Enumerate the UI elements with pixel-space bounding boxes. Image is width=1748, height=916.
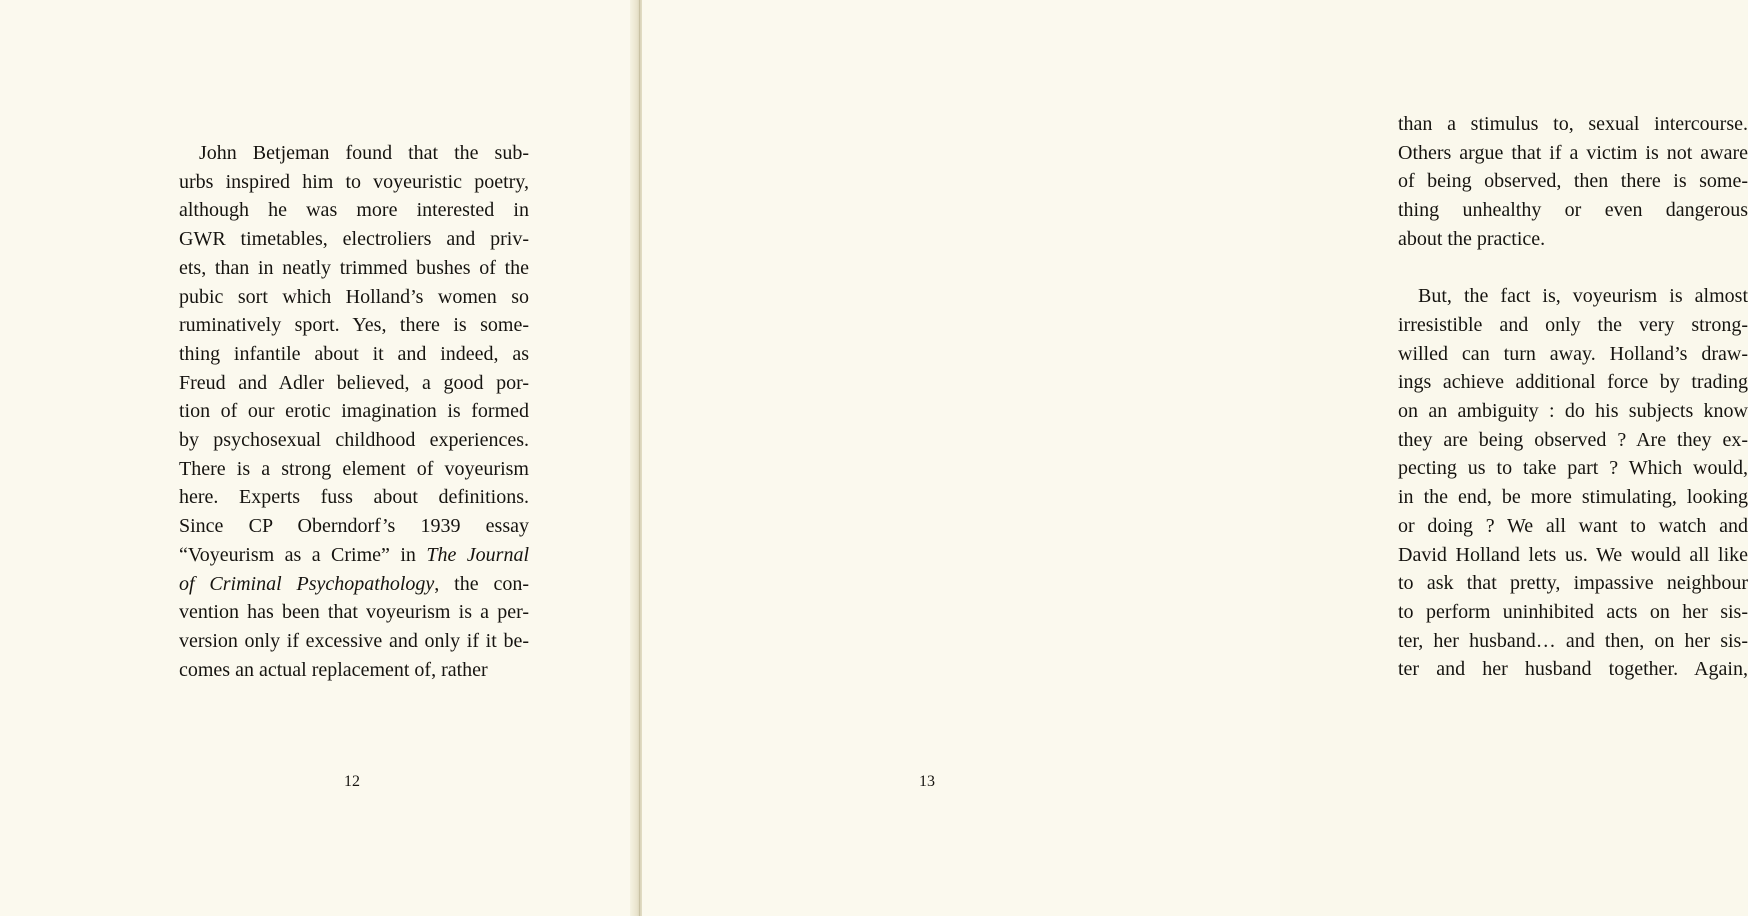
text-line: GWR timetables, electroliers and priv-: [179, 228, 529, 251]
text-line: about the practice.: [1398, 227, 1546, 250]
text-line: ruminatively sport. Yes, there is some-: [179, 314, 529, 337]
text-line-with-title: [179, 541, 529, 570]
text-line: they are being observed ? Are they ex-: [1398, 428, 1748, 451]
text-line: vention has been that voyeurism is a per-: [179, 601, 529, 624]
text-line: than a stimulus to, sexual intercourse.: [1398, 113, 1748, 135]
right-page-body: [1398, 110, 1748, 684]
text-line: willed can turn away. Holland’s draw-: [1398, 342, 1748, 365]
page-number: 12: [344, 773, 360, 790]
text-run: , the con-: [434, 572, 529, 595]
text-line: Freud and Adler believed, a good por-: [179, 371, 529, 394]
text-line: to ask that pretty, impassive neighbour: [1398, 572, 1748, 595]
text-line: thing unhealthy or even dangerous: [1398, 199, 1748, 222]
text-line: by psychosexual childhood experiences.: [179, 429, 529, 452]
text-line: of being observed, then there is some-: [1398, 170, 1748, 193]
text-run: “Voyeurism as a Crime” in: [179, 543, 427, 566]
text-line: John Betjeman found that the sub-: [179, 142, 529, 164]
text-line: tion of our erotic imagination is formed: [179, 400, 529, 423]
text-line: ter and her husband together. Again,: [1398, 658, 1748, 681]
text-line: thing infantile about it and indeed, as: [179, 342, 529, 365]
text-line: or doing ? We all want to watch and: [1398, 514, 1748, 537]
journal-title-italic: The Journal: [426, 543, 530, 566]
text-line: irresistible and only the very strong-: [1398, 313, 1748, 336]
text-line: ter, her husband… and then, on her sis-: [1398, 629, 1748, 652]
text-line: David Holland lets us. We would all like: [1398, 543, 1748, 566]
gutter-fold: [639, 0, 640, 916]
text-line: in the end, be more stimulating, looking: [1398, 486, 1748, 509]
text-line: But, the fact is, voyeurism is almost: [1398, 285, 1748, 308]
text-line: ings achieve additional force by trading: [1398, 371, 1748, 394]
left-page: [0, 0, 638, 916]
text-line: here. Experts fuss about definitions.: [179, 486, 529, 509]
text-line: Others argue that if a victim is not aware: [1398, 141, 1748, 164]
text-line: although he was more interested in: [179, 199, 529, 222]
journal-title-italic: of Criminal Psychopathology: [179, 572, 435, 595]
text-line: Since CP Oberndorf’s 1939 essay: [179, 515, 529, 538]
page-number: 13: [919, 773, 935, 790]
text-line: to perform uninhibited acts on her sis-: [1398, 600, 1748, 623]
left-page-body: [179, 139, 529, 684]
text-line: urbs inspired him to voyeuristic poetry,: [179, 170, 529, 193]
text-line: version only if excessive and only if it be-: [179, 629, 529, 652]
paragraph-gap: [1398, 254, 1748, 283]
text-line: pubic sort which Holland’s women so: [179, 285, 529, 308]
text-line: pecting us to take part ? Which would,: [1398, 457, 1748, 480]
text-line-with-title: [179, 570, 529, 599]
text-line: There is a strong element of voyeurism: [179, 457, 529, 480]
text-line: comes an actual replacement of, rather: [179, 658, 488, 681]
right-page: [642, 0, 1748, 916]
text-line: on an ambiguity : do his subjects know: [1398, 400, 1748, 423]
text-line: ets, than in neatly trimmed bushes of the: [179, 256, 529, 279]
